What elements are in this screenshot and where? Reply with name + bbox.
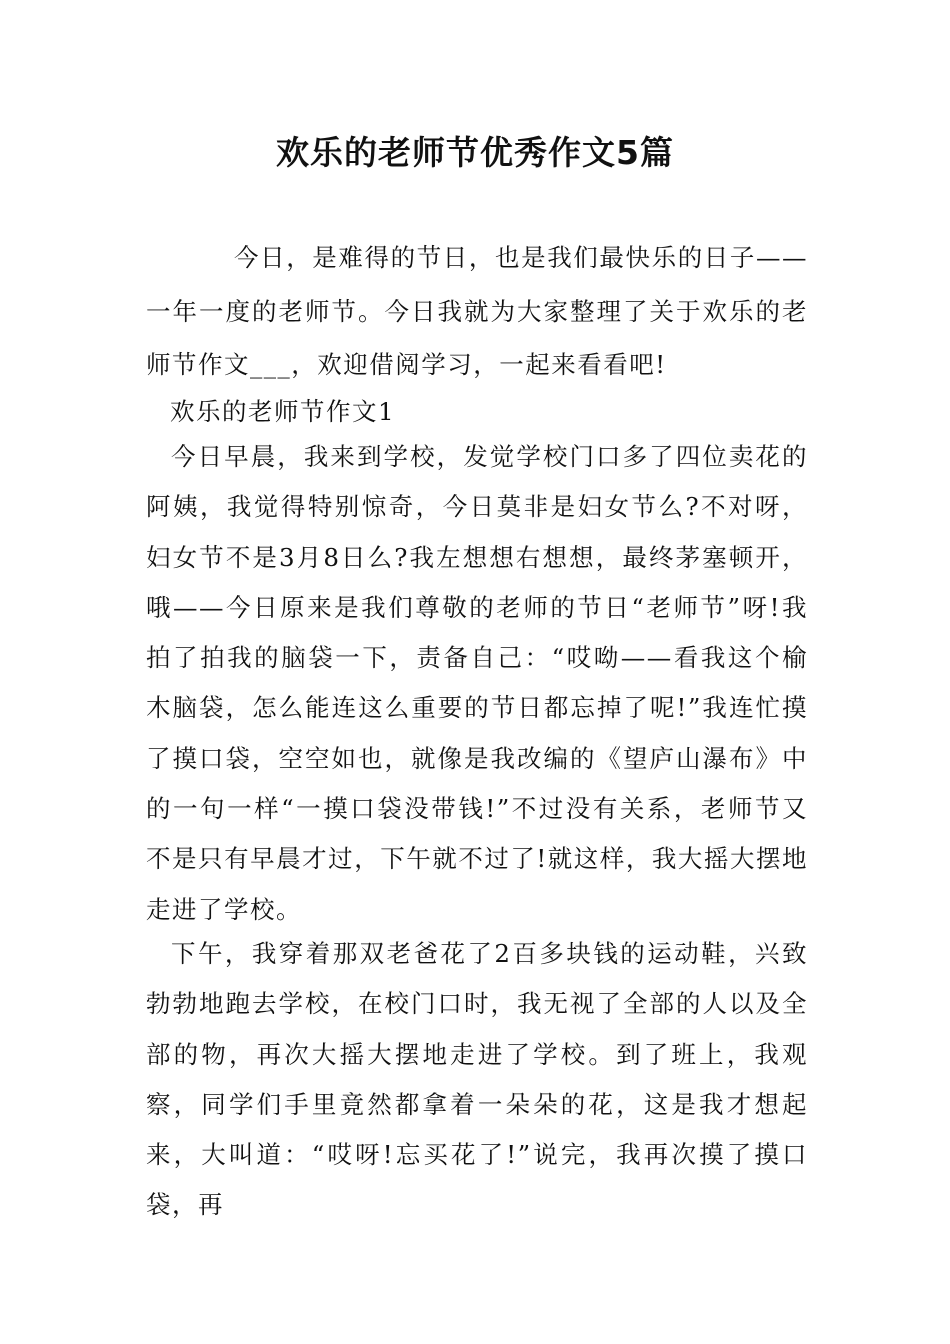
section-heading: 欢乐的老师节作文1 (170, 397, 396, 426)
body-paragraph: 下午，我穿着那双老爸花了2百多块钱的运动鞋，兴致勃勃地跑去学校，在校门口时，我无视了全部的人以及全部的物，再次大摇大摆地走进了学校。到了班上，我观察，同学们手里竟然都拿着一朵朵的花，这是我才想起来，大叫道：“哎呀!忘买花了!”说完，我再次摸了摸口袋，再 (146, 939, 808, 1220)
document-title: 欢乐的老师节优秀作文5篇 (276, 133, 674, 172)
body-paragraph: 今日早晨，我来到学校，发觉学校门口多了四位卖花的阿姨，我觉得特别惊奇，今日莫非是妇女节么?不对呀，妇女节不是3月8日么?我左想想右想想，最终茅塞顿开，哦——今日原来是我们尊敬的老师的节日“老师节”呀!我拍了拍我的脑袋一下，责备自己：“哎呦——看我这个榆木脑袋，怎么能连这么重要的节日都忘掉了呢!”我连忙摸了摸口袋，空空如也，就像是我改编的《望庐山瀑布》中的一句一样“一摸口袋没带钱!”不过没有关系，老师节又不是只有早晨才过，下午就不过了!就这样，我大摇大摆地走进了学校。 (146, 442, 808, 924)
intro-paragraph: 今日，是难得的节日，也是我们最快乐的日子——一年一度的老师节。今日我就为大家整理了关于欢乐的老师节作文___，欢迎借阅学习，一起来看看吧! (146, 243, 808, 379)
